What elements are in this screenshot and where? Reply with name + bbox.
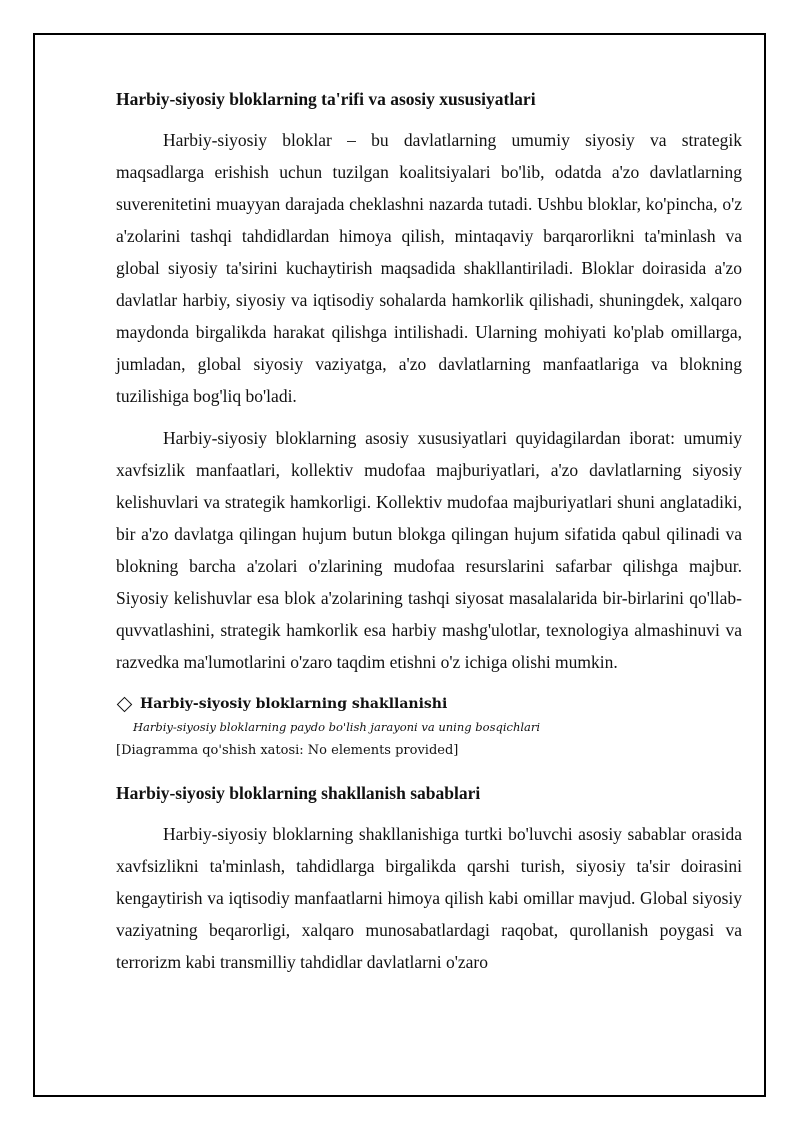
paragraph-causes: Harbiy-siyosiy bloklarning shakllanishiga turtki bo'luvchi asosiy sabablar orasida xavfsizlikni ta'minlash, tahdidlarga birgalikda qarshi turish, siyosiy ta'sir doirasini kengaytirish va iqtisodiy manfaatlarni himoya qilish kabi omillar mavjud. Global siyosiy vaziyatning beqarorligi, xalqaro munosabatlardagi raqobat, qurollanish poygasi va terrorizm kabi transmilliy tahdidlar davlatlarni o'zaro xyxy=(116,824,742,972)
paragraph-definition: Harbiy-siyosiy bloklar – bu davlatlarning umumiy siyosiy va strategik maqsadlarga erishish uchun tuzilgan koalitsiyalari bo'lib, odatda a'zo davlatlarning suverenitetini muayyan darajada cheklashni nazarda tutadi. Ushbu bloklar, ko'pincha, o'z a'zolarini tashqi tahdidlardan himoya qilish, mintaqaviy barqarorlikni ta'minlash va global siyosiy ta'sirini kuchaytirish maqsadida shakllantiriladi. Bloklar doirasida a'zo davlatlar harbiy, siyosiy va iqtisodiy sohalarda hamkorlik qilishadi, shuningdek, xalqaro maydonda birgalikda harakat qilishga intilishadi. Ularning mohiyati ko'plab omillarga, jumladan, global siyosiy vaziyatga, a'zo davlatlarning manfaatlariga va blokning tuzilishiga bog'liq bo'ladi. xyxy=(116,130,742,406)
diagram-title-text: Harbiy-siyosiy bloklarning shakllanishi xyxy=(140,696,448,712)
diagram-error-message: [Diagramma qo'shish xatosi: No elements provided] xyxy=(116,743,459,758)
section-heading-causes: Harbiy-siyosiy bloklarning shakllanish sabablari xyxy=(116,783,481,803)
diagram-subtitle: Harbiy-siyosiy bloklarning paydo bo'lish jarayoni va uning bosqichlari xyxy=(133,720,541,734)
paragraph-features: Harbiy-siyosiy bloklarning asosiy xususiyatlari quyidagilardan iborat: umumiy xavfsizlik manfaatlari, kollektiv mudofaa majburiyatlari, a'zo davlatlarning siyosiy kelishuvlari va strategik hamkorligi. Kollektiv mudofaa majburiyatlari shuni anglatadiki, bir a'zo davlatga qilingan hujum butun blokga qilingan hujum sifatida qabul qilinadi va blokning barcha a'zolari o'zlarining mudofaa resurslarini safarbar qilishga majbur. Siyosiy kelishuvlar esa blok a'zolarining tashqi siyosat masalalarida bir-birlarini qo'llab-quvvatlashini, strategik hamkorlik esa harbiy mashg'ulotlar, texnologiya almashinuvi va razvedka ma'lumotlarini o'zaro taqdim etishni o'z ichiga olishi mumkin. xyxy=(116,428,742,672)
diamond-icon xyxy=(117,696,133,712)
section-heading-definition: Harbiy-siyosiy bloklarning ta'rifi va asosiy xususiyatlari xyxy=(116,89,536,109)
document-body xyxy=(116,84,742,978)
diagram-title xyxy=(116,692,742,716)
